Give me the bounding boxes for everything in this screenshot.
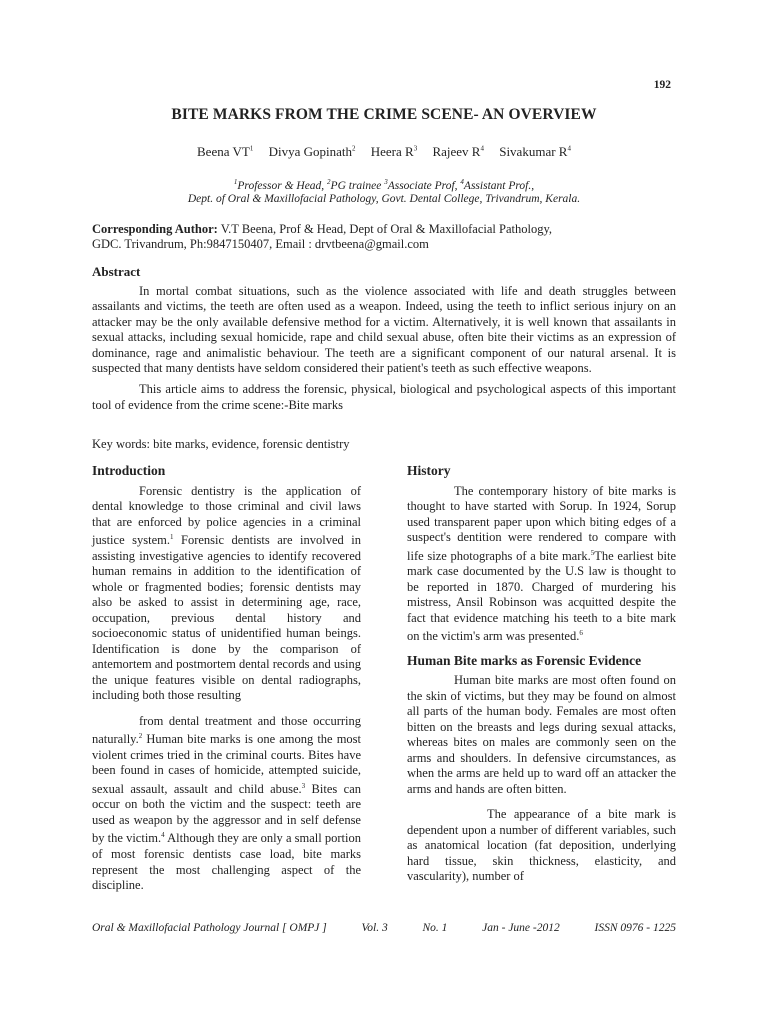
human-bite-heading: Human Bite marks as Forensic Evidence	[407, 652, 642, 668]
keywords: Key words: bite marks, evidence, forensic dentistry	[92, 437, 350, 451]
author-list	[0, 144, 768, 160]
left-column	[92, 463, 361, 894]
history-paragraph: The contemporary history of bite marks is thought to have started with Sorup. In 1924, Sorup used transparent paper upon which biting edges of a suspect's dentition were rendered to compare with life size photographs of a bite mark.$^5$The earliest bite mark case documented by the U.S law is thought to be reported in 1870. Charged of murdering his mistress, Ansil Robinson was acquitted despite the fact that evidence matching his teeth to a bite mark on the victim's arm was presented.$^6$	[407, 483, 676, 644]
corresponding-author: Corresponding Author: V.T Beena, Prof & Head, Dept of Oral & Maxillofacial Pathology, GDC. Trivandrum, Ph:9847150407, Email : drvtbeena@gmail.com	[92, 222, 553, 251]
footer-volume: Vol. 3	[361, 922, 388, 934]
abstract-paragraph: This article aims to address the forensic, physical, biological and psychological aspects of this important tool of evidence from the crime scene:-Bite marks	[92, 382, 676, 412]
footer-issn: ISSN 0976 - 1225	[594, 922, 676, 934]
corresponding-contact: GDC. Trivandrum, Ph:9847150407, Email : drvtbeena@gmail.com	[92, 237, 429, 251]
right-column	[407, 463, 676, 885]
abstract-paragraph: In mortal combat situations, such as the violence associated with life and death struggles between assailants and victims, the teeth are often used as a weapon. Indeed, using the teeth to inflict serious injury on an attacker may be the only available defensive method for a victim. Alternatively, it is well known that assailants in sexual attacks, including sexual homicide, rape and child sexual abuse, often bite their victims as an expression of dominance, rage and animalistic behaviour. The teeth are a significant component of our natural arsenal. It is suspected that many dentists have seldom considered their patient's teeth as such effective weapons.	[92, 284, 676, 376]
human-bite-paragraph: Human bite marks are most often found on the skin of victims, but they may be found on almost all parts of the human body. Females are most often bitten on the breasts and legs during sexual attacks, whereas bites on males are commonly seen on the arms and shoulders. In defensive circumstances, as when the arms are held up to ward off an attacker the arms and hands are often bitten.	[407, 673, 676, 796]
author: Sivakumar $R^4$	[499, 144, 571, 159]
corresponding-label: Corresponding Author:	[92, 222, 218, 236]
footer-issue: No. 1	[422, 922, 448, 934]
footer-journal: Oral & Maxillofacial Pathology Journal [ OMPJ ]	[92, 922, 327, 934]
author: Rajeev $R^4$	[432, 144, 484, 159]
page-footer	[92, 922, 676, 934]
introduction-paragraph: Forensic dentistry is the application of dental knowledge to those criminal and civil laws that are enforced by police agencies in a criminal justice system.$^1$ Forensic dentists are involved in assisting investigative agencies to identify recovered human remains in addition to the identification of whole or fragmented bodies; forensic dentists may also be asked to assist in determining age, race, occupation, previous dental history and socioeconomic status of unidentified human beings. Identification is done by the comparison of antemortem and postmortem dental records and using the unique features visible on dental radiographs, including both those resulting	[92, 483, 361, 703]
author: Heera $R^3$	[370, 144, 418, 159]
author: Divya Gopinath$^2$	[268, 144, 356, 159]
introduction-heading: Introduction	[92, 463, 166, 478]
article-title: BITE MARKS FROM THE CRIME SCENE- AN OVERVIEW	[171, 106, 597, 123]
history-heading: History	[407, 463, 451, 478]
human-bite-paragraph: The appearance of a bite mark is dependent upon a number of different variables, such as anatomical location (fat deposition, underlying hard tissue, skin thickness, elasticity, and vascularity), number of	[407, 807, 676, 884]
footer-date: Jan - June -2012	[482, 922, 560, 934]
author: Beena $VT^1$	[197, 144, 254, 159]
affiliation-roles: $^1$Professor & Head, $^2$PG trainee $^3$Associate Prof, $^4$Assistant Prof.,	[233, 178, 535, 192]
affiliation-dept: Dept. of Oral & Maxillofacial Pathology, Govt. Dental College, Trivandrum, Kerala.	[187, 193, 581, 205]
abstract-body	[92, 284, 676, 413]
introduction-paragraph: from dental treatment and those occurring naturally.$^2$ Human bite marks is one among the most violent crimes tried in the criminal courts. Bites have been found in cases of homicide, attempted suicide, sexual assault, assault and child abuse.$^3$ Bites can occur on both the victim and the suspect: teeth are used as weapon by the aggressor and in self defense by the victim.$^4$ Although they are only a small portion of most forensic dentists case load, bite marks represent the most challenging aspect of the discipline.	[92, 713, 361, 893]
abstract-heading: Abstract	[92, 264, 141, 279]
page-number: 192	[653, 79, 671, 91]
